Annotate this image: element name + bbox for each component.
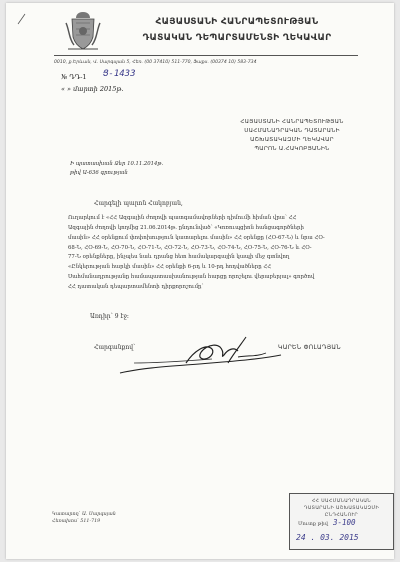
- body-line: Ազգային ժողովի կողմից 21.06.2014թ. ընդունված՝ «Կոռուպցիոն հանցագործների: [68, 225, 304, 231]
- addressee-line1: ՀԱՅԱՍՏԱՆԻ ՀԱՆՐԱՊԵՏՈՒԹՅԱՆ: [240, 119, 344, 125]
- issuer-name-line1: ՀԱՅԱՍՏԱՆԻ ՀԱՆՐԱՊԵՏՈՒԹՅԱՆ: [155, 17, 319, 27]
- corner-pencil-mark: [16, 13, 28, 25]
- letter-page: [6, 3, 394, 559]
- stamp-line3: ԸՆԴՀԱՆՈՒՐ: [325, 513, 358, 518]
- addressee-line3: ԱՇԽԱՏԱԿԱԶՄԻ ՂԵԿԱՎԱՐ: [250, 137, 334, 143]
- signer-name: ԿԱՐԵՆ ՓՈԼԱԴՅԱՆ: [278, 344, 341, 351]
- letter-date: [61, 85, 124, 93]
- stamp-line2: ԴԱՏԱՐԱՆԻ ԱՇԽԱՏԱԿԱԶՄԻ: [303, 506, 380, 511]
- executor-name: Կատարող՝ Ա. Սարգսյան: [52, 512, 116, 517]
- outgoing-number-label: № ԴԴ-1: [61, 73, 87, 81]
- issuer-address: 0010, ք.Երևան, Վ. Սարգսյան 5, Հեռ. (00 37410) 511-770, Ֆաքս. (00374 10) 583-734: [54, 60, 257, 65]
- enclosure-note: Առդիր՝ 9 էջ:: [90, 313, 129, 320]
- stamp-date-handwritten: 24 . 03. 2015: [296, 533, 359, 542]
- body-line: 77-Ն օրենքները, ինչպես նաև դրանց հետ համակարգային կապի մեջ գտնվող: [68, 254, 290, 260]
- outgoing-number-handwritten: Ց-1433: [103, 69, 136, 79]
- executor-phone: Հեռախոս՝ 511-719: [52, 519, 101, 524]
- body-line: Սահմանադրությանը համապատասխանության հարցը որոշելու վերաբերյալ» գործով: [68, 274, 315, 280]
- body-line: մասին» ՀՀ օրենքում փոփոխություն կատարելու մասին» ՀՀ օրենքը (ՀՕ-67-Ն) և նրա ՀՕ-: [68, 235, 325, 241]
- body-line: «Ընկերության հարկի մասին» ՀՀ օրենքի 6-րդ և 10-րդ հոդվածները ՀՀ: [68, 264, 272, 270]
- coat-of-arms-emblem: [62, 9, 104, 53]
- body-line: ՀՀ դատական դեպարտամենտի դիրքորոշումը՝: [68, 284, 204, 290]
- stamp-line1: ՀՀ ՍԱՀՄԱՆԱԴՐԱԿԱՆ: [311, 499, 372, 504]
- handwritten-signature: [116, 333, 286, 381]
- salutation: Հարգելի պարոն Հակոբյան,: [94, 200, 183, 207]
- closing-respect: Հարգանքով՝: [94, 344, 136, 351]
- incoming-ref-line2: թիվ Ա-636 գրության: [70, 170, 128, 176]
- letter-date-text: « » մարտի 2015թ.: [61, 85, 124, 93]
- addressee-line2: ՍԱՀՄԱՆԱԴՐԱԿԱՆ ԴԱՏԱՐԱՆԻ: [244, 128, 340, 134]
- addressee-line4: ՊԱՐՈՆ Ա.ՀԱԿՈԲՅԱՆԻՆ: [254, 146, 330, 152]
- stamp-number-handwritten: 3-100: [333, 518, 356, 527]
- header-divider: [54, 55, 358, 56]
- incoming-ref-line1: Ի պատասխան Ձեր 10.11.2014թ.: [70, 161, 164, 167]
- stamp-number-label: Մուտք թիվ: [298, 521, 328, 527]
- issuer-name-line2: ԴԱՏԱԿԱՆ ԴԵՊԱՐՏԱՄԵՆՏԻ ՂԵԿԱՎԱՐ: [142, 33, 332, 43]
- registration-stamp: [289, 493, 394, 550]
- body-line: Ուղարկում է «ՀՀ Ազգային ժողովի պատգամավորների դիմումի հիման վրա՝ ՀՀ: [68, 215, 297, 221]
- body-line: 68-Ն, ՀՕ-69-Ն, ՀՕ-70-Ն, ՀՕ-71-Ն, ՀՕ-72-Ն, ՀՕ-73-Ն, ՀՕ-74-Ն, ՀՕ-75-Ն, ՀՕ-76-Ն և ՀՕ-: [68, 245, 312, 251]
